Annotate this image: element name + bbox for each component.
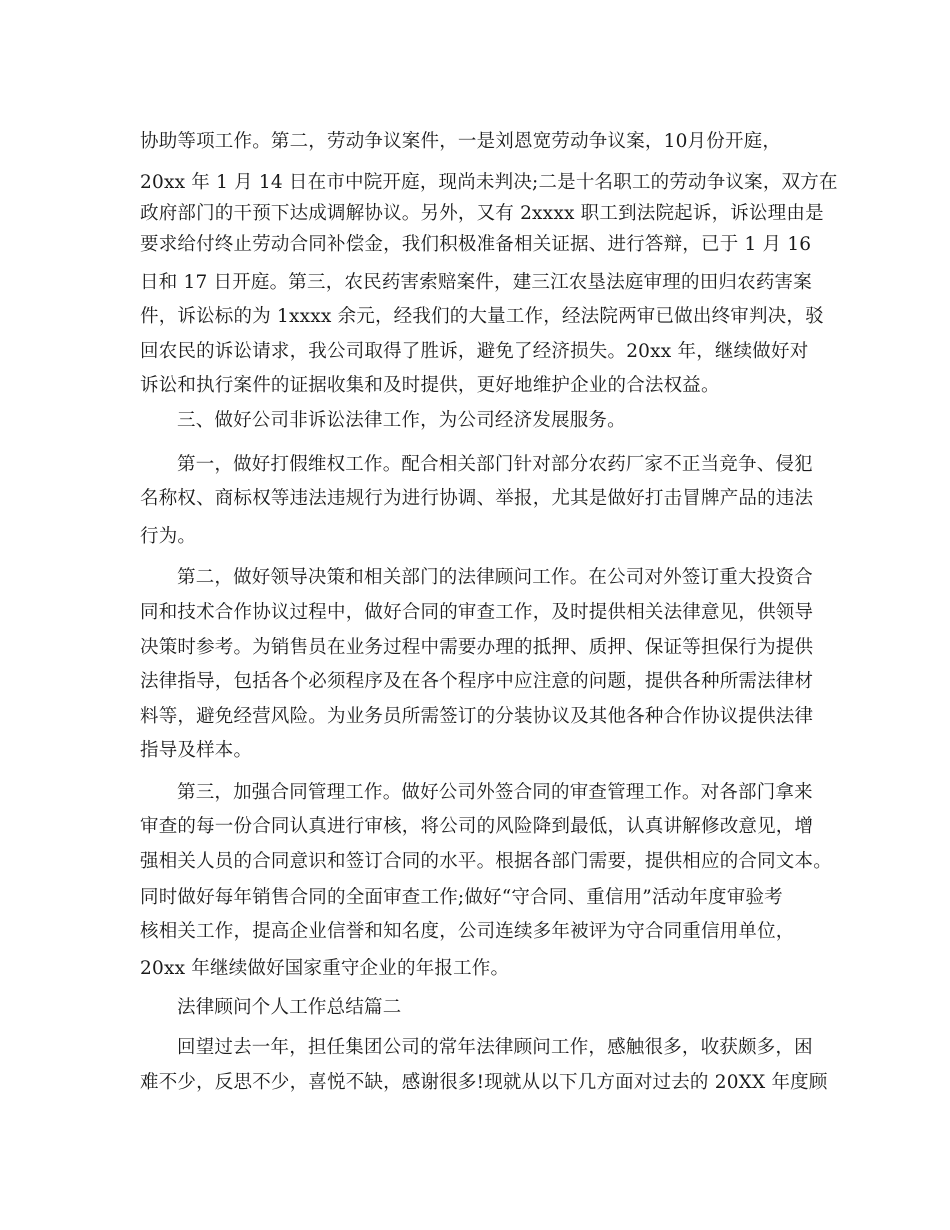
text-line: 日和 17 日开庭。第三，农民药害索赔案件，建三江农垦法庭审理的田归农药害案 xyxy=(140,272,812,293)
text-line: 强相关人员的合同意识和签订合同的水平。根据各部门需要，提供相应的合同文本。 xyxy=(140,851,832,872)
text-line: 20xx 年继续做好国家重守企业的年报工作。 xyxy=(140,958,510,979)
text-line: 20xx 年 1 月 14 日在市中院开庭，现尚未判决;二是十名职工的劳动争议案，双方在 xyxy=(140,172,838,193)
text-line: 第二，做好领导决策和相关部门的法律顾问工作。在公司对外签订重大投资合 xyxy=(177,567,813,588)
text-line: 回望过去一年，担任集团公司的常年法律顾问工作，感触很多，收获颇多，困 xyxy=(177,1037,813,1058)
text-line: 要求给付终止劳动合同补偿金，我们积极准备相关证据、进行答辩，已于 1 月 16 xyxy=(140,234,812,255)
text-line: 审查的每一份合同认真进行审核，将公司的风险降到最低，认真讲解修改意见，增 xyxy=(140,816,814,837)
text-line: 决策时参考。为销售员在业务过程中需要办理的抵押、质押、保证等担保行为提供 xyxy=(140,637,814,658)
text-line: 同时做好每年销售合同的全面审查工作;做好“守合同、重信用”活动年度审验考 xyxy=(140,887,783,908)
section-heading: 三、做好公司非诉讼法律工作，为公司经济发展服务。 xyxy=(177,410,626,431)
text-line: 政府部门的干预下达成调解协议。另外，又有 2xxxx 职工到法院起诉，诉讼理由是 xyxy=(140,203,824,224)
text-line: 料等，避免经营风险。为业务员所需签订的分装协议及其他各种合作协议提供法律 xyxy=(140,706,814,727)
text-line: 回农民的诉讼请求，我公司取得了胜诉，避免了经济损失。20xx 年，继续做好对 xyxy=(140,341,809,362)
text-line: 第三，加强合同管理工作。做好公司外签合同的审查管理工作。对各部门拿来 xyxy=(177,782,813,803)
text-line: 件，诉讼标的为 1xxxx 余元，经我们的大量工作，经法院两审已做出终审判决，驳 xyxy=(140,306,824,327)
text-line: 行为。 xyxy=(140,526,197,547)
text-line: 难不少，反思不少，喜悦不缺，感谢很多!现就从以下几方面对过去的 20XX 年度顾 xyxy=(140,1072,828,1093)
text-line: 核相关工作，提高企业信誉和知名度，公司连续多年被评为守合同重信用单位， xyxy=(140,921,795,942)
text-line: 协助等项工作。第二，劳动争议案件，一是刘恩宽劳动争议案，10月份开庭， xyxy=(140,131,782,152)
text-line: 同和技术合作协议过程中，做好合同的审查工作，及时提供相关法律意见，供领导 xyxy=(140,602,814,623)
text-line: 法律指导，包括各个必须程序及在各个程序中应注意的问题，提供各种所需法律材 xyxy=(140,671,814,692)
section-heading: 法律顾问个人工作总结篇二 xyxy=(177,997,402,1018)
text-line: 诉讼和执行案件的证据收集和及时提供，更好地维护企业的合法权益。 xyxy=(140,375,720,396)
text-line: 名称权、商标权等违法违规行为进行协调、举报，尤其是做好打击冒牌产品的违法 xyxy=(140,488,814,509)
text-line: 指导及样本。 xyxy=(140,740,253,761)
text-line: 第一，做好打假维权工作。配合相关部门针对部分农药厂家不正当竞争、侵犯 xyxy=(177,454,813,475)
